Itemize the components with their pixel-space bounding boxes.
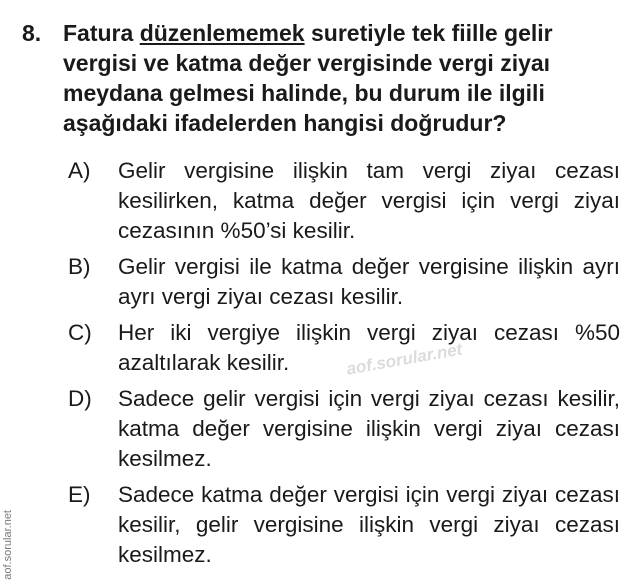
question-number: 8. [22, 20, 42, 46]
option-e-text: Sadece katma değer vergisi için vergi ziyaı cezası kesilir, gelir vergisine ilişkin vergi ziyaı cezası kesilmez. [118, 482, 620, 567]
option-a[interactable] [68, 156, 620, 246]
option-e[interactable] [68, 480, 620, 570]
option-b-text: Gelir vergisi ile katma değer vergisine ilişkin ayrı ayrı vergi ziyaı cezası kesilir. [118, 254, 620, 309]
option-b[interactable] [68, 252, 620, 312]
answer-options [68, 156, 620, 576]
option-d-text: Sadece gelir vergisi için vergi ziyaı cezası kesilir, katma değer vergisine ilişkin vergi ziyaı cezası kesilmez. [118, 386, 620, 471]
option-c-text: Her iki vergiye ilişkin vergi ziyaı cezası %50 azaltılarak kesilir. [118, 320, 620, 375]
option-d[interactable] [68, 384, 620, 474]
option-c[interactable] [68, 318, 620, 378]
question-underlined-word: düzenlememek [139, 20, 305, 46]
option-a-letter: A) [68, 158, 91, 183]
question-text-start: Fatura [63, 20, 140, 46]
question-text [63, 18, 623, 138]
option-a-text: Gelir vergisine ilişkin tam vergi ziyaı cezası kesilirken, katma değer vergisi için vergi ziyaı cezasının %50’si kesilir. [118, 158, 620, 243]
watermark: aof.sorular.net [345, 339, 464, 379]
question-text-end: suretiyle tek fiille gelir vergisi ve katma değer vergisinde vergi ziyaı meydana gelmesi halinde, bu durum ile ilgili aşağıdaki ifadelerden hangisi doğrudur? [63, 20, 553, 136]
option-e-letter: E) [68, 482, 91, 507]
side-watermark: aof.sorular.net [2, 510, 14, 580]
option-d-letter: D) [68, 386, 92, 411]
option-b-letter: B) [68, 254, 91, 279]
option-c-letter: C) [68, 320, 92, 345]
